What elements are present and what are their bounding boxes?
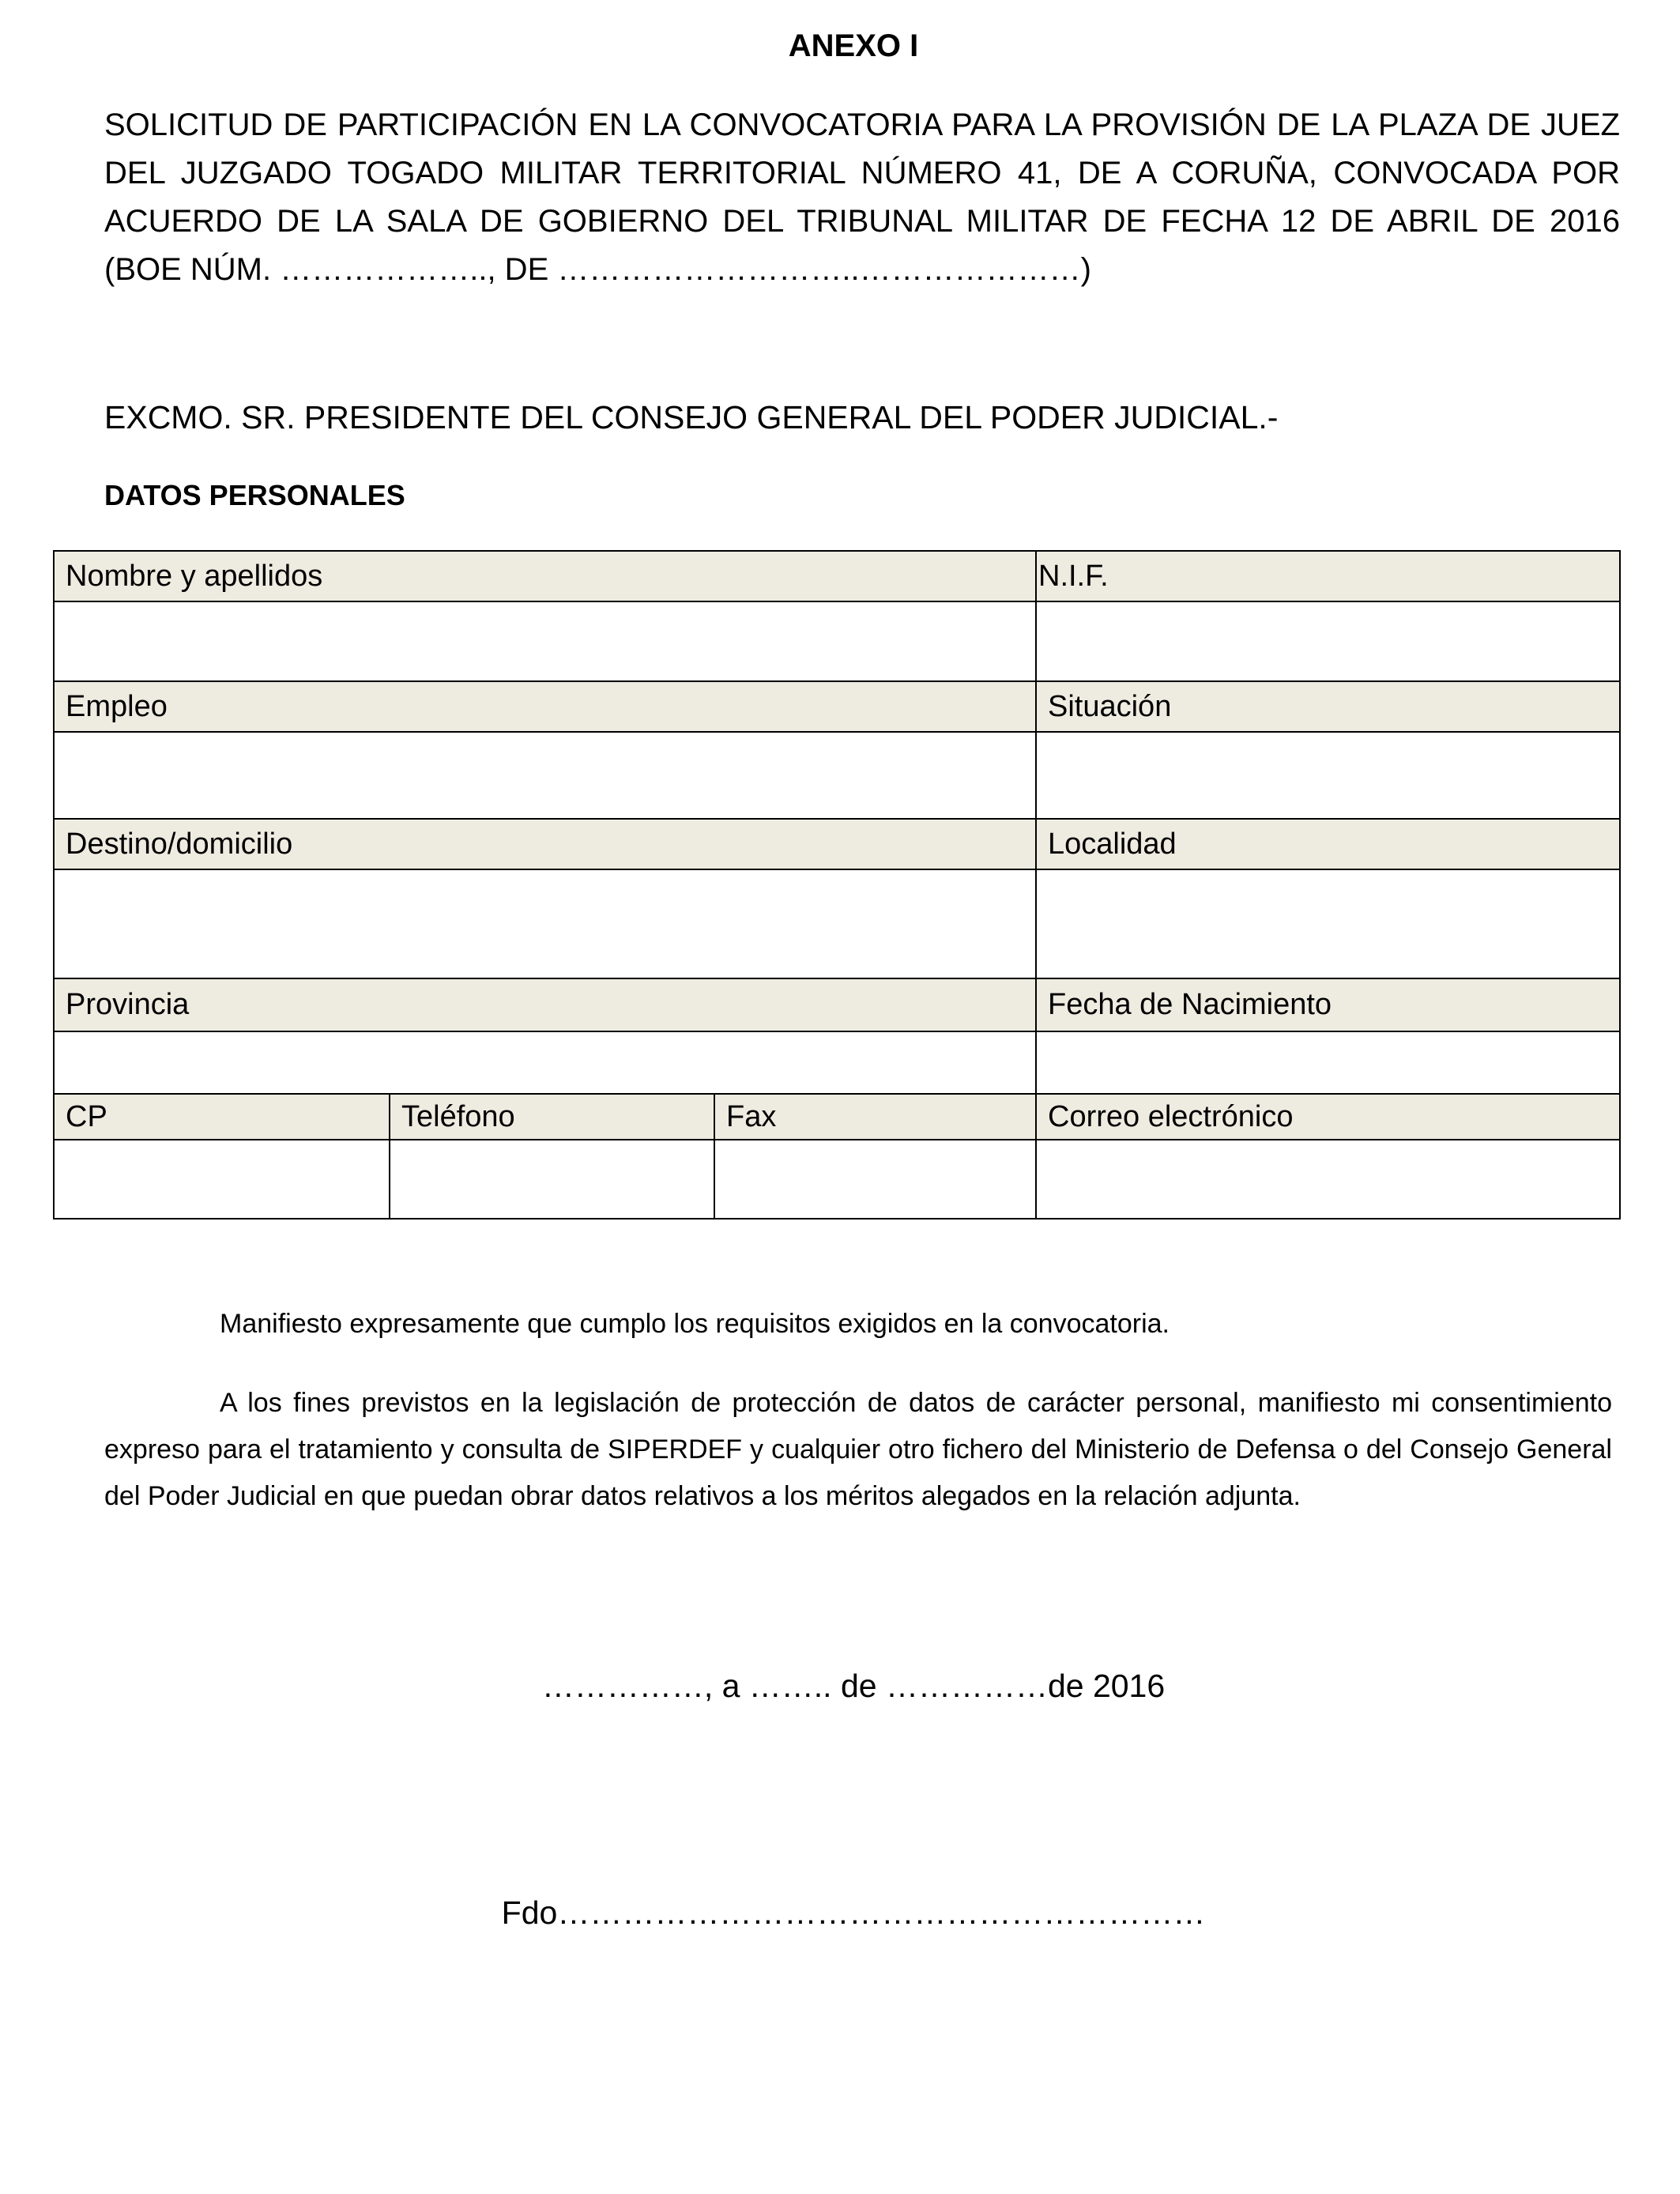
destino-field[interactable]	[54, 869, 1036, 978]
form-label-row	[54, 1094, 1620, 1140]
form-input-row	[54, 1031, 1620, 1094]
provincia-field[interactable]	[54, 1031, 1036, 1094]
form-label-row	[54, 551, 1620, 601]
localidad-field[interactable]	[1036, 869, 1620, 978]
annex-title: ANEXO I	[788, 28, 919, 63]
form-input-row	[54, 732, 1620, 819]
correo-label: Correo electrónico	[1036, 1094, 1620, 1140]
fecha-nacimiento-label: Fecha de Nacimiento	[1036, 978, 1620, 1031]
provincia-label: Provincia	[54, 978, 1036, 1031]
form-input-row	[54, 1140, 1620, 1219]
empleo-label: Empleo	[54, 681, 1036, 732]
fax-field[interactable]	[714, 1140, 1036, 1219]
nombre-field[interactable]	[54, 601, 1036, 681]
consent-declaration: A los fines previstos en la legislación de protección de datos de carácter personal, manifiesto mi consentimiento expreso para el tratamiento y consulta de SIPERDEF y cualquier otro fichero del Ministerio de Defensa o del Consejo General del Poder Judicial en que puedan obrar datos relativos a los méritos alegados en la relación adjunta.	[104, 1388, 1612, 1511]
form-input-row	[54, 601, 1620, 681]
situacion-field[interactable]	[1036, 732, 1620, 819]
application-subject: SOLICITUD DE PARTICIPACIÓN EN LA CONVOCATORIA PARA LA PROVISIÓN DE LA PLAZA DE JUEZ DEL JUZGADO TOGADO MILITAR TERRITORIAL NÚMERO 41, DE A CORUÑA, CONVOCADA POR ACUERDO DE LA SALA DE GOBIERNO DEL TRIBUNAL MILITAR DE FECHA 12 DE ABRIL DE 2016 (BOE NÚM. ……………….., DE ………………………..…………………)	[104, 107, 1620, 287]
situacion-label: Situación	[1036, 681, 1620, 732]
date-line: ……………, a …….. de ……………de 2016	[541, 1668, 1166, 1704]
fax-label: Fax	[714, 1094, 1036, 1140]
personal-data-heading: DATOS PERSONALES	[104, 479, 405, 511]
nif-field[interactable]	[1036, 601, 1620, 681]
signature-line: Fdo……………………………………………………	[501, 1894, 1206, 1931]
personal-data-table	[53, 550, 1621, 1220]
fecha-nacimiento-field[interactable]	[1036, 1031, 1620, 1094]
cp-label: CP	[54, 1094, 390, 1140]
empleo-field[interactable]	[54, 732, 1036, 819]
localidad-label: Localidad	[1036, 819, 1620, 869]
form-input-row	[54, 869, 1620, 978]
nif-label: N.I.F.	[1036, 551, 1620, 601]
form-label-row	[54, 978, 1620, 1031]
telefono-label: Teléfono	[390, 1094, 714, 1140]
cp-field[interactable]	[54, 1140, 390, 1219]
correo-field[interactable]	[1036, 1140, 1620, 1219]
form-label-row	[54, 681, 1620, 732]
destino-label: Destino/domicilio	[54, 819, 1036, 869]
addressee-line: EXCMO. SR. PRESIDENTE DEL CONSEJO GENERAL DEL PODER JUDICIAL.-	[104, 399, 1279, 435]
requirements-declaration: Manifiesto expresamente que cumplo los requisitos exigidos en la convocatoria.	[220, 1309, 1170, 1339]
nombre-label: Nombre y apellidos	[54, 551, 1036, 601]
form-label-row	[54, 819, 1620, 869]
telefono-field[interactable]	[390, 1140, 714, 1219]
